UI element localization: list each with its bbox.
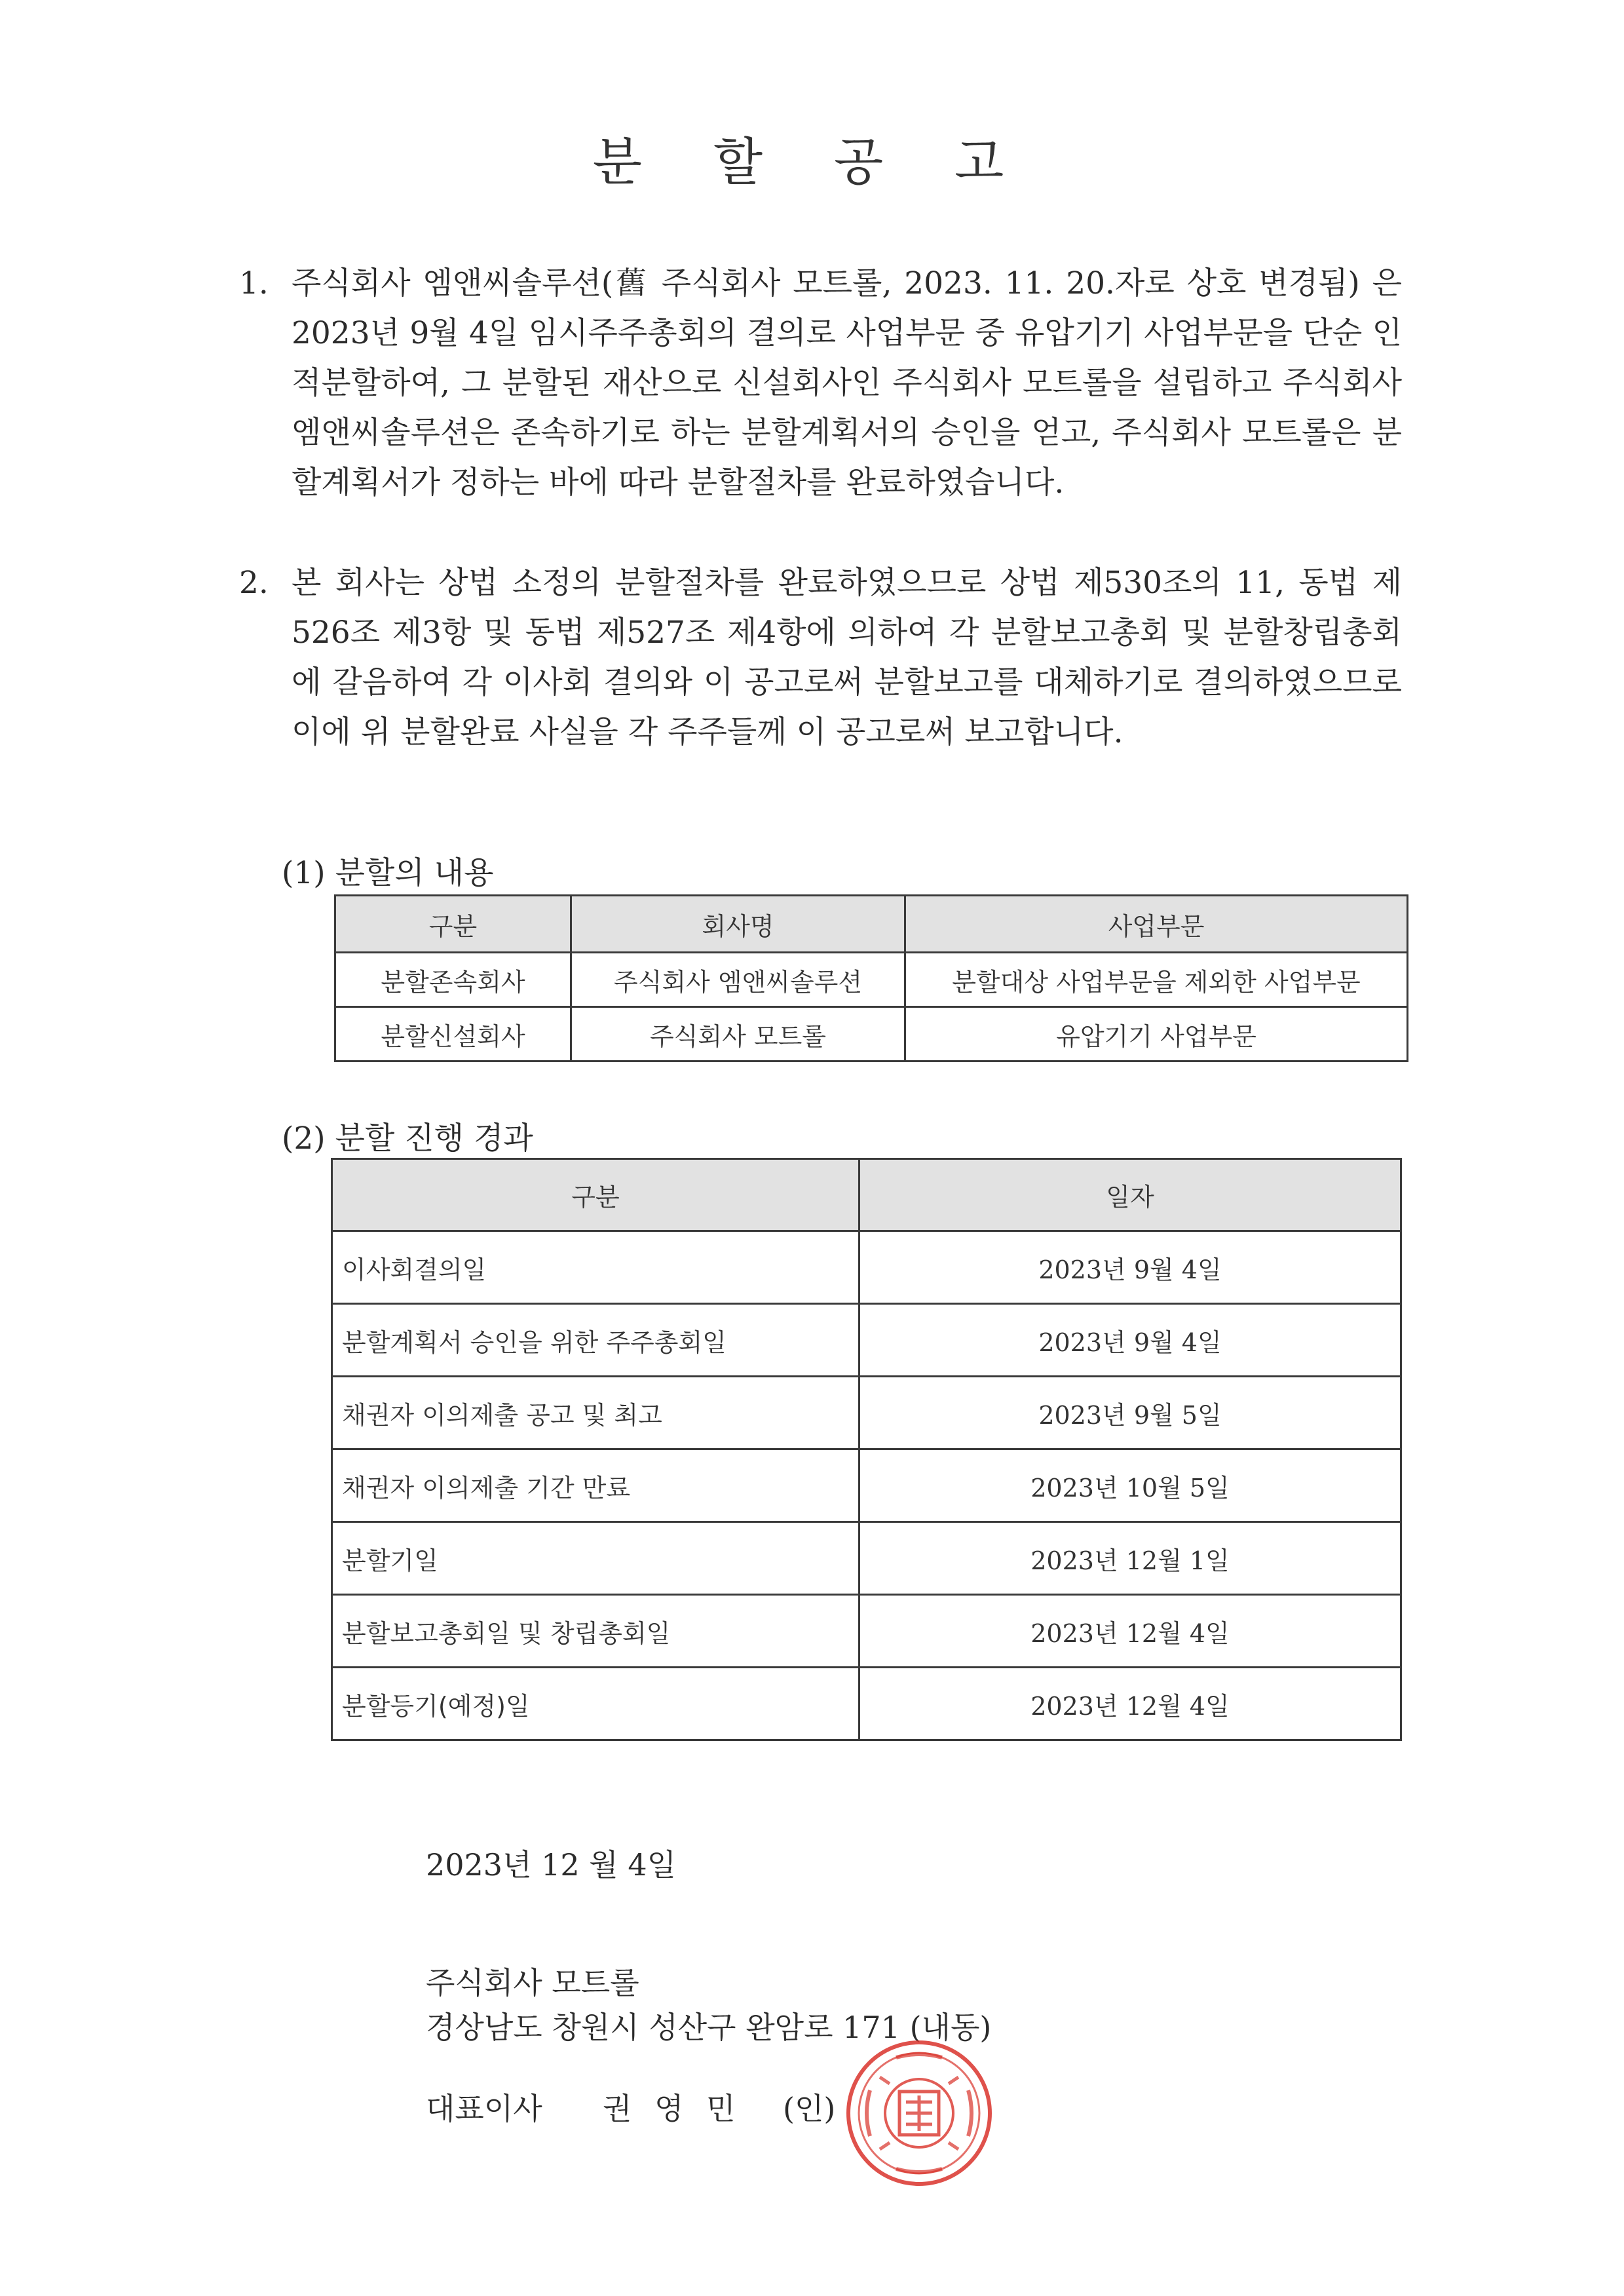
- table-cell: 분할신설회사: [335, 1007, 571, 1062]
- table-cell: 2023년 10월 5일: [859, 1449, 1401, 1522]
- company-seal-icon: [844, 2038, 994, 2189]
- table-cell: 주식회사 모트롤: [571, 1007, 905, 1062]
- table-row: [332, 1304, 1401, 1377]
- representative-name: 권 영 민: [603, 2091, 742, 2126]
- table-cell: 분할보고총회일 및 창립총회일: [332, 1595, 859, 1668]
- notice-date: 2023년 12 월 4일: [426, 1847, 677, 1883]
- table-cell: 2023년 12월 1일: [859, 1522, 1401, 1595]
- table-row: [332, 1668, 1401, 1740]
- table-cell: 2023년 12월 4일: [859, 1595, 1401, 1668]
- column-header: 일자: [859, 1159, 1401, 1231]
- paragraph-1: [239, 259, 1402, 508]
- table-cell: 분할대상 사업부문을 제외한 사업부문: [905, 953, 1408, 1007]
- section-heading-split-content: (1) 분할의 내용: [282, 855, 494, 891]
- section-heading-split-progress: (2) 분할 진행 경과: [282, 1120, 533, 1157]
- table-cell: 2023년 9월 4일: [859, 1304, 1401, 1377]
- table-cell: 유압기기 사업부문: [905, 1007, 1408, 1062]
- column-header: 회사명: [571, 896, 905, 953]
- table-row: [335, 953, 1408, 1007]
- table-cell: 분할존속회사: [335, 953, 571, 1007]
- representative-title: 대표이사: [426, 2091, 542, 2126]
- split-content-table: [334, 894, 1408, 1062]
- column-header: 구분: [332, 1159, 859, 1231]
- table-row: [332, 1522, 1401, 1595]
- table-cell: 분할기일: [332, 1522, 859, 1595]
- table-cell: 분할등기(예정)일: [332, 1668, 859, 1740]
- table-cell: 2023년 9월 4일: [859, 1231, 1401, 1304]
- table-cell: 채권자 이의제출 공고 및 최고: [332, 1377, 859, 1449]
- table-header-row: [335, 896, 1408, 953]
- table-row: [332, 1449, 1401, 1522]
- paragraph-text: 주식회사 엠앤씨솔루션(舊 주식회사 모트롤, 2023. 11. 20.자로 상호 변경됨) 은 2023년 9월 4일 임시주주총회의 결의로 사업부문 중 유압기기 사업부문을 단순 인적분할하여, 그 분할된 재산으로 신설회사인 주식회사 모트롤을 설립하고 주식회사 엠앤씨솔루션은 존속하기로 하는 분할계획서의 승인을 얻고, 주식회사 모트롤은 분할계획서가 정하는 바에 따라 분할절차를 완료하였습니다.: [292, 265, 1402, 501]
- table-cell: 분할계획서 승인을 위한 주주총회일: [332, 1304, 859, 1377]
- table-row: [335, 1007, 1408, 1062]
- company-address: 경상남도 창원시 성산구 완암로 171 (내동): [426, 2010, 992, 2045]
- table-row: [332, 1595, 1401, 1668]
- table-header-row: [332, 1159, 1401, 1231]
- table-cell: 2023년 9월 5일: [859, 1377, 1401, 1449]
- split-progress-table: [331, 1158, 1402, 1741]
- column-header: 사업부문: [905, 896, 1408, 953]
- company-name: 주식회사 모트롤: [426, 1965, 639, 2000]
- table-row: [332, 1377, 1401, 1449]
- table-cell: 주식회사 엠앤씨솔루션: [571, 953, 905, 1007]
- paragraph-number: 2.: [239, 565, 269, 601]
- column-header: 구분: [335, 896, 571, 953]
- paragraph-number: 1.: [239, 265, 269, 301]
- table-cell: 채권자 이의제출 기간 만료: [332, 1449, 859, 1522]
- table-row: [332, 1231, 1401, 1304]
- paragraph-text: 본 회사는 상법 소정의 분할절차를 완료하였으므로 상법 제530조의 11, 동법 제526조 제3항 및 동법 제527조 제4항에 의하여 각 분할보고총회 및 분할창립총회에 갈음하여 각 이사회 결의와 이 공고로써 분할보고를 대체하기로 결의하였으므로 이에 위 분할완료 사실을 각 주주들께 이 공고로써 보고합니다.: [292, 565, 1402, 750]
- table-cell: 2023년 12월 4일: [859, 1668, 1401, 1740]
- document-title: 분 할 공 고: [592, 133, 1032, 192]
- table-cell: 이사회결의일: [332, 1231, 859, 1304]
- seal-mark: (인): [783, 2091, 836, 2126]
- paragraph-2: [239, 558, 1402, 757]
